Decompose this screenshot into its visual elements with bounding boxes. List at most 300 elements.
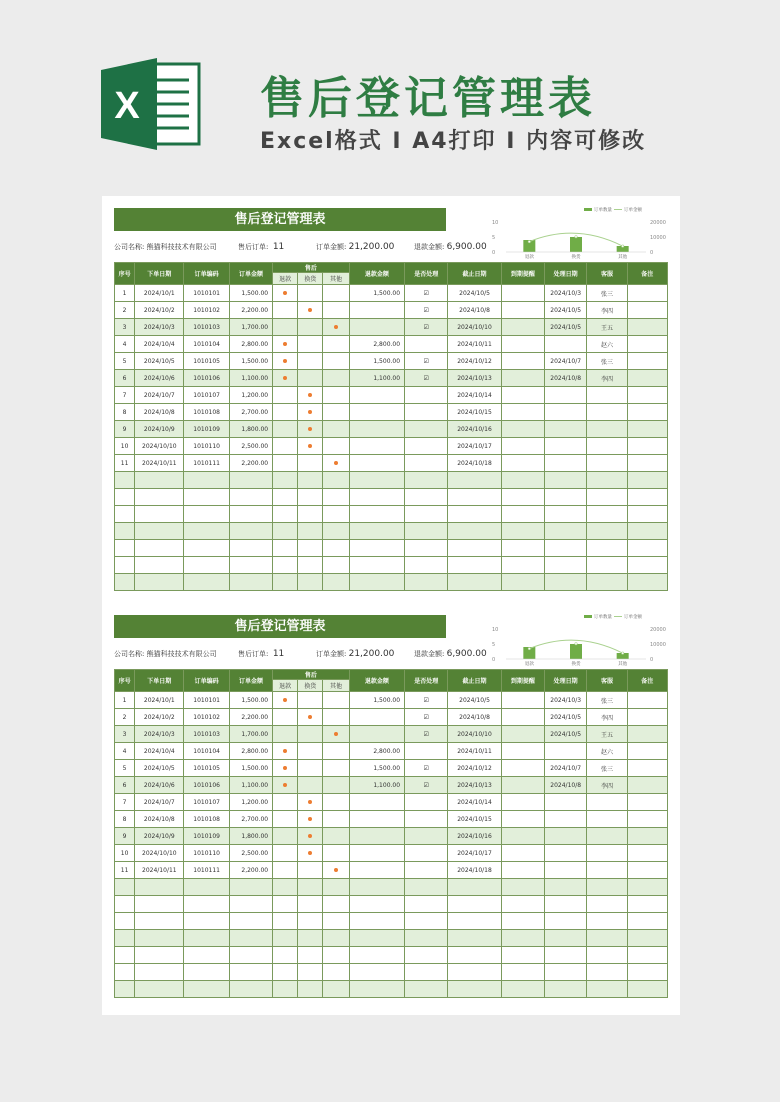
empty-cell[interactable] bbox=[405, 523, 448, 540]
cell-date[interactable]: 2024/10/7 bbox=[135, 794, 184, 811]
cell-date[interactable]: 2024/10/4 bbox=[135, 336, 184, 353]
empty-cell[interactable] bbox=[448, 540, 501, 557]
cell-no[interactable]: 10 bbox=[115, 438, 135, 455]
cell-code[interactable]: 1010107 bbox=[184, 794, 229, 811]
cell-type-2[interactable] bbox=[323, 285, 349, 302]
cell-code[interactable]: 1010109 bbox=[184, 828, 229, 845]
cell-amount[interactable]: 2,700.00 bbox=[229, 404, 272, 421]
cell-type-2[interactable] bbox=[323, 319, 349, 336]
cell-type-1[interactable] bbox=[298, 862, 323, 879]
empty-cell[interactable] bbox=[135, 930, 184, 947]
empty-cell[interactable] bbox=[273, 489, 298, 506]
cell-deadline[interactable]: 2024/10/17 bbox=[448, 438, 501, 455]
cell-date[interactable]: 2024/10/9 bbox=[135, 828, 184, 845]
cell-note[interactable] bbox=[627, 455, 667, 472]
cell-refund[interactable] bbox=[349, 319, 404, 336]
cell-date[interactable]: 2024/10/10 bbox=[135, 438, 184, 455]
cell-done[interactable] bbox=[405, 811, 448, 828]
cell-date[interactable]: 2024/10/11 bbox=[135, 455, 184, 472]
empty-cell[interactable] bbox=[587, 472, 627, 489]
empty-cell[interactable] bbox=[298, 981, 323, 998]
cell-done[interactable] bbox=[405, 421, 448, 438]
empty-cell[interactable] bbox=[545, 930, 587, 947]
empty-cell[interactable] bbox=[545, 896, 587, 913]
cell-note[interactable] bbox=[627, 794, 667, 811]
empty-cell[interactable] bbox=[405, 506, 448, 523]
cell-type-1[interactable] bbox=[298, 387, 323, 404]
empty-cell[interactable] bbox=[184, 981, 229, 998]
empty-cell[interactable] bbox=[448, 489, 501, 506]
empty-cell[interactable] bbox=[184, 574, 229, 591]
cell-remind[interactable] bbox=[501, 404, 544, 421]
cell-code[interactable]: 1010108 bbox=[184, 404, 229, 421]
cell-staff[interactable]: 李四 bbox=[587, 370, 627, 387]
cell-deadline[interactable]: 2024/10/16 bbox=[448, 828, 501, 845]
cell-date[interactable]: 2024/10/1 bbox=[135, 692, 184, 709]
cell-date[interactable]: 2024/10/1 bbox=[135, 285, 184, 302]
cell-note[interactable] bbox=[627, 862, 667, 879]
empty-cell[interactable] bbox=[229, 896, 272, 913]
cell-type-2[interactable] bbox=[323, 828, 349, 845]
cell-done[interactable] bbox=[405, 285, 448, 302]
cell-handled[interactable]: 2024/10/5 bbox=[545, 319, 587, 336]
empty-cell[interactable] bbox=[501, 947, 544, 964]
cell-handled[interactable]: 2024/10/5 bbox=[545, 709, 587, 726]
empty-cell[interactable] bbox=[184, 489, 229, 506]
cell-type-2[interactable] bbox=[323, 726, 349, 743]
cell-code[interactable]: 1010104 bbox=[184, 336, 229, 353]
cell-type-1[interactable] bbox=[298, 404, 323, 421]
cell-type-2[interactable] bbox=[323, 743, 349, 760]
cell-type-0[interactable] bbox=[273, 811, 298, 828]
empty-cell[interactable] bbox=[298, 913, 323, 930]
cell-no[interactable]: 4 bbox=[115, 336, 135, 353]
cell-date[interactable]: 2024/10/4 bbox=[135, 743, 184, 760]
empty-cell[interactable] bbox=[545, 964, 587, 981]
empty-cell[interactable] bbox=[587, 489, 627, 506]
cell-deadline[interactable]: 2024/10/12 bbox=[448, 760, 501, 777]
cell-staff[interactable]: 李四 bbox=[587, 777, 627, 794]
empty-cell[interactable] bbox=[501, 472, 544, 489]
empty-cell[interactable] bbox=[135, 557, 184, 574]
empty-cell[interactable] bbox=[273, 947, 298, 964]
cell-done[interactable] bbox=[405, 302, 448, 319]
cell-type-1[interactable] bbox=[298, 421, 323, 438]
empty-cell[interactable] bbox=[323, 896, 349, 913]
cell-type-1[interactable] bbox=[298, 726, 323, 743]
cell-code[interactable]: 1010110 bbox=[184, 438, 229, 455]
cell-staff[interactable] bbox=[587, 438, 627, 455]
cell-done[interactable] bbox=[405, 743, 448, 760]
empty-cell[interactable] bbox=[229, 574, 272, 591]
cell-staff[interactable]: 张三 bbox=[587, 285, 627, 302]
empty-cell[interactable] bbox=[501, 896, 544, 913]
cell-amount[interactable]: 1,800.00 bbox=[229, 828, 272, 845]
empty-cell[interactable] bbox=[115, 913, 135, 930]
empty-cell[interactable] bbox=[405, 930, 448, 947]
cell-handled[interactable]: 2024/10/5 bbox=[545, 302, 587, 319]
empty-cell[interactable] bbox=[273, 879, 298, 896]
empty-cell[interactable] bbox=[448, 981, 501, 998]
cell-deadline[interactable]: 2024/10/14 bbox=[448, 794, 501, 811]
empty-cell[interactable] bbox=[229, 472, 272, 489]
cell-note[interactable] bbox=[627, 336, 667, 353]
empty-cell[interactable] bbox=[184, 930, 229, 947]
cell-deadline[interactable]: 2024/10/14 bbox=[448, 387, 501, 404]
cell-amount[interactable]: 2,800.00 bbox=[229, 336, 272, 353]
cell-type-1[interactable] bbox=[298, 302, 323, 319]
cell-deadline[interactable]: 2024/10/17 bbox=[448, 845, 501, 862]
empty-cell[interactable] bbox=[627, 981, 667, 998]
empty-cell[interactable] bbox=[501, 506, 544, 523]
cell-remind[interactable] bbox=[501, 336, 544, 353]
cell-remind[interactable] bbox=[501, 760, 544, 777]
cell-type-2[interactable] bbox=[323, 421, 349, 438]
cell-done[interactable] bbox=[405, 692, 448, 709]
cell-type-0[interactable] bbox=[273, 285, 298, 302]
cell-code[interactable]: 1010103 bbox=[184, 319, 229, 336]
empty-cell[interactable] bbox=[184, 472, 229, 489]
empty-cell[interactable] bbox=[627, 947, 667, 964]
cell-date[interactable]: 2024/10/2 bbox=[135, 302, 184, 319]
cell-type-1[interactable] bbox=[298, 370, 323, 387]
empty-cell[interactable] bbox=[298, 879, 323, 896]
cell-no[interactable]: 5 bbox=[115, 760, 135, 777]
cell-amount[interactable]: 2,200.00 bbox=[229, 455, 272, 472]
cell-staff[interactable] bbox=[587, 862, 627, 879]
empty-cell[interactable] bbox=[501, 557, 544, 574]
cell-type-1[interactable] bbox=[298, 709, 323, 726]
cell-type-1[interactable] bbox=[298, 353, 323, 370]
cell-refund[interactable]: 1,100.00 bbox=[349, 370, 404, 387]
empty-cell[interactable] bbox=[229, 930, 272, 947]
empty-cell[interactable] bbox=[273, 506, 298, 523]
empty-cell[interactable] bbox=[587, 981, 627, 998]
cell-amount[interactable]: 1,100.00 bbox=[229, 777, 272, 794]
cell-staff[interactable]: 张三 bbox=[587, 760, 627, 777]
empty-cell[interactable] bbox=[405, 472, 448, 489]
cell-note[interactable] bbox=[627, 302, 667, 319]
empty-cell[interactable] bbox=[405, 947, 448, 964]
cell-remind[interactable] bbox=[501, 421, 544, 438]
empty-cell[interactable] bbox=[627, 964, 667, 981]
cell-staff[interactable] bbox=[587, 421, 627, 438]
cell-code[interactable]: 1010111 bbox=[184, 455, 229, 472]
cell-date[interactable]: 2024/10/11 bbox=[135, 862, 184, 879]
empty-cell[interactable] bbox=[349, 930, 404, 947]
empty-cell[interactable] bbox=[501, 913, 544, 930]
empty-cell[interactable] bbox=[448, 930, 501, 947]
cell-type-0[interactable] bbox=[273, 828, 298, 845]
cell-staff[interactable]: 赵六 bbox=[587, 336, 627, 353]
cell-type-1[interactable] bbox=[298, 845, 323, 862]
cell-staff[interactable]: 王五 bbox=[587, 319, 627, 336]
empty-cell[interactable] bbox=[135, 574, 184, 591]
cell-staff[interactable]: 赵六 bbox=[587, 743, 627, 760]
empty-cell[interactable] bbox=[545, 557, 587, 574]
empty-cell[interactable] bbox=[405, 896, 448, 913]
empty-cell[interactable] bbox=[405, 489, 448, 506]
empty-cell[interactable] bbox=[298, 947, 323, 964]
cell-no[interactable]: 3 bbox=[115, 726, 135, 743]
empty-cell[interactable] bbox=[229, 981, 272, 998]
cell-refund[interactable] bbox=[349, 726, 404, 743]
cell-amount[interactable]: 2,500.00 bbox=[229, 845, 272, 862]
cell-type-2[interactable] bbox=[323, 811, 349, 828]
cell-amount[interactable]: 1,100.00 bbox=[229, 370, 272, 387]
empty-cell[interactable] bbox=[587, 879, 627, 896]
cell-type-2[interactable] bbox=[323, 404, 349, 421]
cell-type-1[interactable] bbox=[298, 760, 323, 777]
cell-done[interactable] bbox=[405, 353, 448, 370]
cell-type-1[interactable] bbox=[298, 743, 323, 760]
empty-cell[interactable] bbox=[349, 896, 404, 913]
cell-handled[interactable] bbox=[545, 862, 587, 879]
cell-amount[interactable]: 1,500.00 bbox=[229, 692, 272, 709]
cell-note[interactable] bbox=[627, 777, 667, 794]
cell-staff[interactable]: 李四 bbox=[587, 709, 627, 726]
cell-type-2[interactable] bbox=[323, 438, 349, 455]
cell-handled[interactable]: 2024/10/3 bbox=[545, 692, 587, 709]
cell-note[interactable] bbox=[627, 438, 667, 455]
cell-no[interactable]: 2 bbox=[115, 709, 135, 726]
cell-date[interactable]: 2024/10/3 bbox=[135, 319, 184, 336]
cell-staff[interactable] bbox=[587, 455, 627, 472]
cell-type-2[interactable] bbox=[323, 794, 349, 811]
empty-cell[interactable] bbox=[627, 557, 667, 574]
cell-done[interactable] bbox=[405, 387, 448, 404]
cell-remind[interactable] bbox=[501, 455, 544, 472]
empty-cell[interactable] bbox=[545, 506, 587, 523]
cell-done[interactable] bbox=[405, 455, 448, 472]
cell-remind[interactable] bbox=[501, 709, 544, 726]
empty-cell[interactable] bbox=[349, 981, 404, 998]
empty-cell[interactable] bbox=[115, 947, 135, 964]
empty-cell[interactable] bbox=[448, 506, 501, 523]
empty-cell[interactable] bbox=[627, 913, 667, 930]
cell-remind[interactable] bbox=[501, 845, 544, 862]
empty-cell[interactable] bbox=[273, 964, 298, 981]
cell-remind[interactable] bbox=[501, 862, 544, 879]
empty-cell[interactable] bbox=[323, 947, 349, 964]
empty-cell[interactable] bbox=[448, 879, 501, 896]
cell-code[interactable]: 1010106 bbox=[184, 370, 229, 387]
empty-cell[interactable] bbox=[135, 947, 184, 964]
cell-refund[interactable]: 2,800.00 bbox=[349, 743, 404, 760]
empty-cell[interactable] bbox=[298, 472, 323, 489]
cell-type-0[interactable] bbox=[273, 760, 298, 777]
cell-remind[interactable] bbox=[501, 828, 544, 845]
cell-date[interactable]: 2024/10/3 bbox=[135, 726, 184, 743]
cell-type-2[interactable] bbox=[323, 760, 349, 777]
empty-cell[interactable] bbox=[448, 574, 501, 591]
cell-type-0[interactable] bbox=[273, 387, 298, 404]
empty-cell[interactable] bbox=[627, 930, 667, 947]
cell-handled[interactable]: 2024/10/3 bbox=[545, 285, 587, 302]
cell-amount[interactable]: 2,700.00 bbox=[229, 811, 272, 828]
cell-refund[interactable] bbox=[349, 828, 404, 845]
cell-staff[interactable] bbox=[587, 404, 627, 421]
cell-code[interactable]: 1010108 bbox=[184, 811, 229, 828]
empty-cell[interactable] bbox=[298, 896, 323, 913]
empty-cell[interactable] bbox=[229, 879, 272, 896]
empty-cell[interactable] bbox=[135, 472, 184, 489]
empty-cell[interactable] bbox=[115, 472, 135, 489]
empty-cell[interactable] bbox=[545, 913, 587, 930]
cell-amount[interactable]: 1,700.00 bbox=[229, 319, 272, 336]
empty-cell[interactable] bbox=[323, 930, 349, 947]
cell-remind[interactable] bbox=[501, 387, 544, 404]
cell-deadline[interactable]: 2024/10/18 bbox=[448, 455, 501, 472]
empty-cell[interactable] bbox=[184, 506, 229, 523]
cell-type-0[interactable] bbox=[273, 862, 298, 879]
cell-deadline[interactable]: 2024/10/11 bbox=[448, 336, 501, 353]
cell-type-0[interactable] bbox=[273, 692, 298, 709]
empty-cell[interactable] bbox=[273, 540, 298, 557]
cell-staff[interactable]: 王五 bbox=[587, 726, 627, 743]
empty-cell[interactable] bbox=[135, 896, 184, 913]
cell-code[interactable]: 1010102 bbox=[184, 302, 229, 319]
empty-cell[interactable] bbox=[229, 913, 272, 930]
cell-handled[interactable] bbox=[545, 811, 587, 828]
empty-cell[interactable] bbox=[273, 523, 298, 540]
empty-cell[interactable] bbox=[184, 947, 229, 964]
empty-cell[interactable] bbox=[323, 506, 349, 523]
empty-cell[interactable] bbox=[545, 540, 587, 557]
cell-type-0[interactable] bbox=[273, 709, 298, 726]
cell-date[interactable]: 2024/10/5 bbox=[135, 760, 184, 777]
cell-date[interactable]: 2024/10/7 bbox=[135, 387, 184, 404]
empty-cell[interactable] bbox=[323, 540, 349, 557]
empty-cell[interactable] bbox=[501, 540, 544, 557]
cell-staff[interactable] bbox=[587, 794, 627, 811]
cell-no[interactable]: 8 bbox=[115, 811, 135, 828]
empty-cell[interactable] bbox=[229, 489, 272, 506]
empty-cell[interactable] bbox=[448, 896, 501, 913]
cell-deadline[interactable]: 2024/10/16 bbox=[448, 421, 501, 438]
cell-type-0[interactable] bbox=[273, 319, 298, 336]
cell-deadline[interactable]: 2024/10/10 bbox=[448, 319, 501, 336]
cell-handled[interactable] bbox=[545, 387, 587, 404]
cell-note[interactable] bbox=[627, 726, 667, 743]
cell-refund[interactable] bbox=[349, 302, 404, 319]
cell-deadline[interactable]: 2024/10/15 bbox=[448, 811, 501, 828]
cell-handled[interactable] bbox=[545, 336, 587, 353]
empty-cell[interactable] bbox=[273, 913, 298, 930]
empty-cell[interactable] bbox=[627, 574, 667, 591]
empty-cell[interactable] bbox=[627, 489, 667, 506]
cell-handled[interactable] bbox=[545, 743, 587, 760]
cell-handled[interactable]: 2024/10/7 bbox=[545, 353, 587, 370]
empty-cell[interactable] bbox=[545, 523, 587, 540]
empty-cell[interactable] bbox=[115, 879, 135, 896]
cell-deadline[interactable]: 2024/10/15 bbox=[448, 404, 501, 421]
empty-cell[interactable] bbox=[545, 574, 587, 591]
cell-handled[interactable] bbox=[545, 845, 587, 862]
cell-refund[interactable]: 1,500.00 bbox=[349, 692, 404, 709]
cell-refund[interactable] bbox=[349, 862, 404, 879]
cell-refund[interactable] bbox=[349, 455, 404, 472]
cell-deadline[interactable]: 2024/10/8 bbox=[448, 302, 501, 319]
empty-cell[interactable] bbox=[229, 540, 272, 557]
empty-cell[interactable] bbox=[135, 981, 184, 998]
cell-handled[interactable] bbox=[545, 455, 587, 472]
empty-cell[interactable] bbox=[115, 574, 135, 591]
cell-remind[interactable] bbox=[501, 811, 544, 828]
empty-cell[interactable] bbox=[298, 557, 323, 574]
empty-cell[interactable] bbox=[627, 472, 667, 489]
empty-cell[interactable] bbox=[323, 913, 349, 930]
cell-staff[interactable] bbox=[587, 811, 627, 828]
cell-no[interactable]: 5 bbox=[115, 353, 135, 370]
empty-cell[interactable] bbox=[135, 489, 184, 506]
empty-cell[interactable] bbox=[501, 879, 544, 896]
cell-date[interactable]: 2024/10/10 bbox=[135, 845, 184, 862]
cell-remind[interactable] bbox=[501, 302, 544, 319]
cell-type-0[interactable] bbox=[273, 336, 298, 353]
empty-cell[interactable] bbox=[405, 557, 448, 574]
cell-handled[interactable] bbox=[545, 404, 587, 421]
cell-refund[interactable] bbox=[349, 438, 404, 455]
cell-type-0[interactable] bbox=[273, 353, 298, 370]
cell-done[interactable] bbox=[405, 862, 448, 879]
cell-code[interactable]: 1010105 bbox=[184, 353, 229, 370]
cell-refund[interactable] bbox=[349, 811, 404, 828]
empty-cell[interactable] bbox=[349, 540, 404, 557]
empty-cell[interactable] bbox=[229, 557, 272, 574]
empty-cell[interactable] bbox=[448, 557, 501, 574]
empty-cell[interactable] bbox=[135, 913, 184, 930]
cell-date[interactable]: 2024/10/8 bbox=[135, 404, 184, 421]
empty-cell[interactable] bbox=[349, 964, 404, 981]
cell-done[interactable] bbox=[405, 319, 448, 336]
empty-cell[interactable] bbox=[405, 879, 448, 896]
cell-staff[interactable] bbox=[587, 828, 627, 845]
cell-staff[interactable]: 张三 bbox=[587, 692, 627, 709]
cell-amount[interactable]: 1,200.00 bbox=[229, 387, 272, 404]
empty-cell[interactable] bbox=[229, 947, 272, 964]
empty-cell[interactable] bbox=[115, 964, 135, 981]
cell-amount[interactable]: 1,700.00 bbox=[229, 726, 272, 743]
cell-type-0[interactable] bbox=[273, 777, 298, 794]
empty-cell[interactable] bbox=[135, 964, 184, 981]
empty-cell[interactable] bbox=[349, 557, 404, 574]
cell-code[interactable]: 1010107 bbox=[184, 387, 229, 404]
empty-cell[interactable] bbox=[184, 879, 229, 896]
empty-cell[interactable] bbox=[545, 981, 587, 998]
empty-cell[interactable] bbox=[115, 930, 135, 947]
cell-code[interactable]: 1010110 bbox=[184, 845, 229, 862]
cell-amount[interactable]: 1,200.00 bbox=[229, 794, 272, 811]
cell-type-1[interactable] bbox=[298, 455, 323, 472]
cell-staff[interactable] bbox=[587, 845, 627, 862]
cell-deadline[interactable]: 2024/10/13 bbox=[448, 370, 501, 387]
cell-note[interactable] bbox=[627, 285, 667, 302]
empty-cell[interactable] bbox=[323, 557, 349, 574]
cell-no[interactable]: 11 bbox=[115, 455, 135, 472]
empty-cell[interactable] bbox=[587, 896, 627, 913]
cell-remind[interactable] bbox=[501, 285, 544, 302]
cell-type-1[interactable] bbox=[298, 319, 323, 336]
cell-amount[interactable]: 1,500.00 bbox=[229, 760, 272, 777]
cell-type-2[interactable] bbox=[323, 370, 349, 387]
empty-cell[interactable] bbox=[323, 523, 349, 540]
empty-cell[interactable] bbox=[587, 964, 627, 981]
cell-note[interactable] bbox=[627, 743, 667, 760]
cell-no[interactable]: 3 bbox=[115, 319, 135, 336]
cell-date[interactable]: 2024/10/8 bbox=[135, 811, 184, 828]
cell-note[interactable] bbox=[627, 370, 667, 387]
